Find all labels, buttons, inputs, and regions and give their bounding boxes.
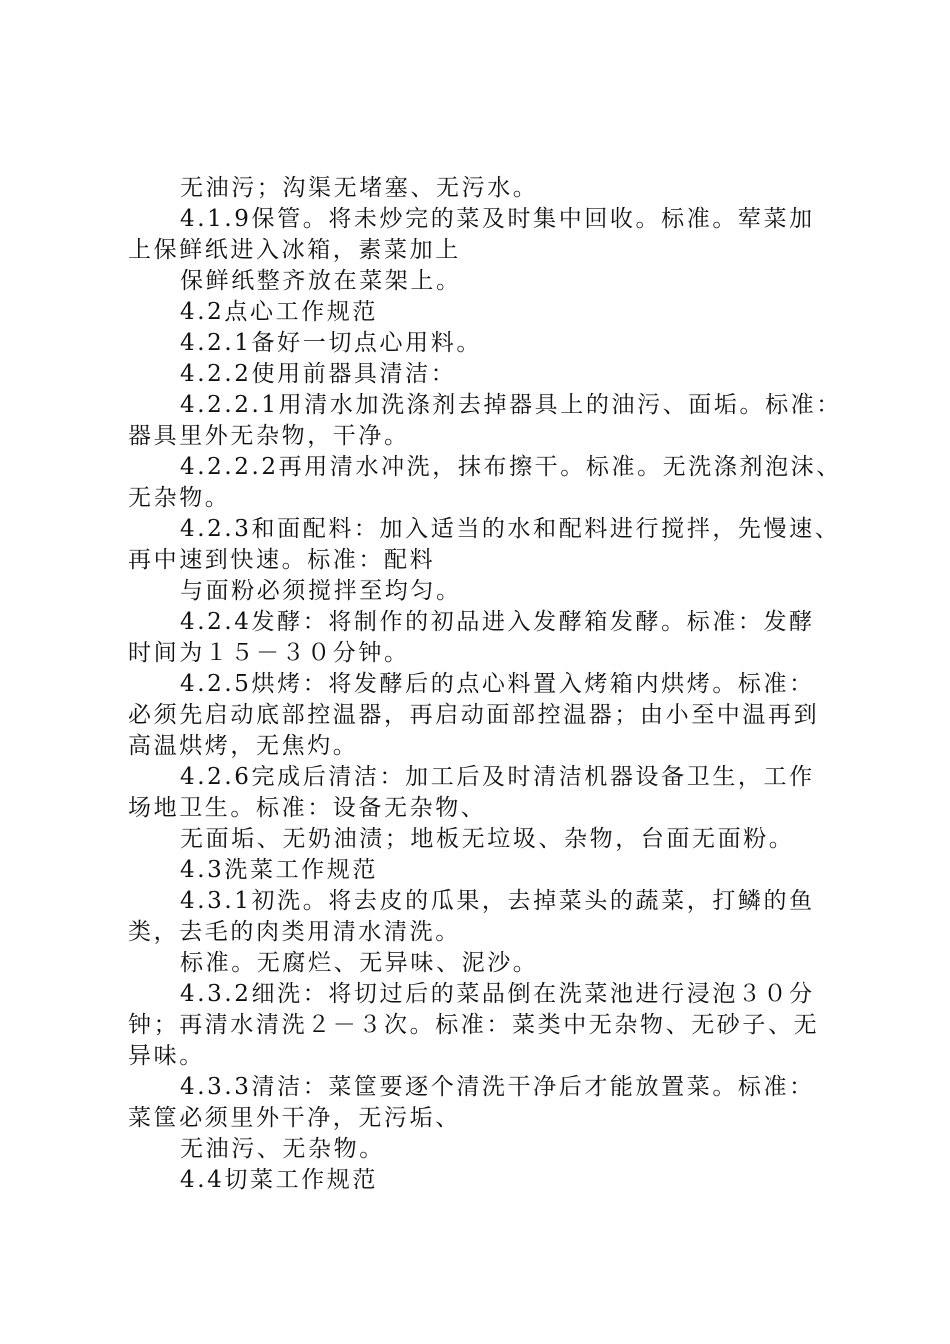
text-line: 4.2点心工作规范 — [180, 299, 378, 325]
text-line: 保鲜纸整齐放在菜架上。 — [180, 268, 462, 294]
text-line: 必须先启动底部控温器，再启动面部控温器；由小至中温再到 — [128, 702, 820, 728]
text-line: 菜筐必须里外干净，无污垢、 — [128, 1105, 461, 1131]
text-line: 4.2.1备好一切点心用料。 — [180, 330, 482, 356]
text-line: 无油污；沟渠无堵塞、无污水。 — [180, 175, 539, 201]
text-line: 再中速到快速。标准：配料 — [128, 547, 436, 573]
text-line: 4.3.1初洗。将去皮的瓜果，去掉菜头的蔬菜，打鳞的鱼 — [180, 888, 815, 914]
text-line: 4.2.2使用前器具清洁： — [180, 361, 457, 387]
text-line: 4.2.5烘烤：将发酵后的点心料置入烤箱内烘烤。标准： — [180, 671, 815, 697]
text-line: 标准。无腐烂、无异味、泥沙。 — [180, 950, 539, 976]
text-line: 4.2.6完成后清洁：加工后及时清洁机器设备卫生，工作 — [180, 764, 815, 790]
text-line: 4.2.4发酵：将制作的初品进入发酵箱发酵。标准：发酵 — [180, 609, 815, 635]
text-line: 4.4切菜工作规范 — [180, 1167, 378, 1193]
text-line: 无油污、无杂物。 — [180, 1136, 385, 1162]
text-line: 时间为１５－３０分钟。 — [128, 640, 410, 666]
text-line: 上保鲜纸进入冰箱，素菜加上 — [128, 237, 461, 263]
text-line: 钟；再清水清洗２－３次。标准：菜类中无杂物、无砂子、无 — [128, 1012, 820, 1038]
text-line: 4.2.3和面配料：加入适当的水和配料进行搅拌，先慢速、 — [180, 516, 841, 542]
text-line: 4.3.2细洗：将切过后的菜品倒在洗菜池进行浸泡３０分 — [180, 981, 815, 1007]
text-line: 4.2.2.1用清水加洗涤剂去掉器具上的油污、面垢。标准： — [180, 392, 842, 418]
document-body — [128, 173, 842, 1196]
text-line: 无面垢、无奶油渍；地板无垃圾、杂物，台面无面粉。 — [180, 826, 795, 852]
text-line: 无杂物。 — [128, 485, 231, 511]
text-line: 4.1.9保管。将未炒完的菜及时集中回收。标准。荤菜加 — [180, 206, 815, 232]
text-line: 4.3.3清洁：菜筐要逐个清洗干净后才能放置菜。标准： — [180, 1074, 815, 1100]
text-line: 异味。 — [128, 1043, 205, 1069]
text-line: 4.2.2.2再用清水冲洗，抹布擦干。标准。无洗涤剂泡沫、 — [180, 454, 842, 480]
text-line: 高温烘烤，无焦灼。 — [128, 733, 359, 759]
text-line: 与面粉必须搅拌至均匀。 — [180, 578, 462, 604]
text-line: 4.3洗菜工作规范 — [180, 857, 378, 883]
text-line: 类，去毛的肉类用清水清洗。 — [128, 919, 461, 945]
text-line: 场地卫生。标准：设备无杂物、 — [128, 795, 487, 821]
text-line: 器具里外无杂物，干净。 — [128, 423, 410, 449]
